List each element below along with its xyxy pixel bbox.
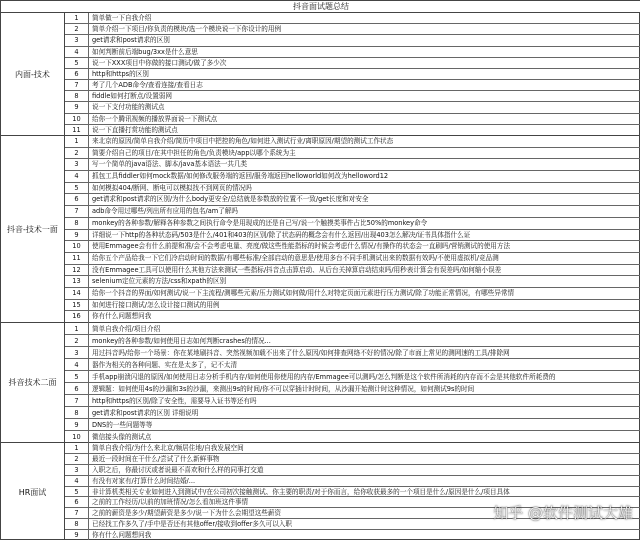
- question-text: 简单做一下自我介绍: [92, 14, 152, 22]
- table-row: [65, 487, 640, 498]
- question-text: 入职之后，你最讨厌或者说最不喜欢和什么样的同事打交道: [92, 465, 264, 474]
- question-text: 没有Emmagee工具可以使用什么其他方法来测试一些指标/抖音点击算启动、从后台关掉算启动结束吗/用秒表计算会有误差吗/如何缩小误差: [92, 265, 502, 274]
- row-number: 6: [65, 194, 89, 205]
- question-text: 之前的薪资是多少/期望薪资是多少/说一下为什么会期望这些薪资: [92, 509, 282, 518]
- table-row: [65, 171, 640, 183]
- table-row: [65, 407, 640, 419]
- row-number: 7: [65, 206, 89, 217]
- table-row: [65, 206, 640, 218]
- row-number: 16: [65, 311, 89, 323]
- question-text: DNS的一些问题等等: [92, 421, 153, 429]
- table-row: [65, 383, 640, 395]
- row-number: 11: [65, 125, 89, 136]
- row-number: 8: [65, 519, 89, 529]
- question-text: 你有什么问题想问我: [92, 531, 152, 539]
- section-label: 抖音技术二面: [1, 323, 65, 442]
- row-number: 5: [65, 183, 89, 194]
- table-row: [65, 80, 640, 91]
- table-row: [65, 230, 640, 242]
- question-text: 简单自我介绍/项目介绍: [92, 325, 161, 333]
- table-row: [65, 102, 640, 113]
- row-number: 1: [65, 323, 89, 334]
- question-text: 有没有对家有/打算什么时间结婚/...: [92, 476, 196, 485]
- row-number: 3: [65, 35, 89, 45]
- row-number: 10: [65, 114, 89, 124]
- table-row: [65, 530, 640, 540]
- row-number: 9: [65, 419, 89, 430]
- question-text: fiddle如何打断点/设置弱网: [92, 92, 172, 101]
- section-label: 内面-技术: [1, 13, 65, 135]
- question-list: [65, 136, 640, 322]
- question-text: 最近一段时间在干什么/尝试了什么新鲜事物: [92, 454, 220, 463]
- question-text: 你有什么问题想问我: [92, 312, 152, 321]
- row-number: 4: [65, 47, 89, 57]
- table-row: [65, 35, 640, 46]
- row-number: 9: [65, 530, 89, 540]
- row-number: 7: [65, 80, 89, 90]
- row-number: 4: [65, 476, 89, 486]
- row-number: 1: [65, 136, 89, 147]
- question-text: 简单介绍一下项目/你负责的模块/选一个模块说一下你设计的用例: [92, 25, 282, 34]
- table-row: [65, 183, 640, 195]
- question-text: 给你一个抖音的界面/如何测试/说一下主流程/测哪些元素/压力测试如何做/用什么对特定页面元素进行压力测试/除了功能正常情况，有哪些异常情: [92, 288, 515, 297]
- table-row: [65, 359, 640, 371]
- question-text: 已经找工作多久了/手中是否还有其他offer/接收到offer多久可以入职: [92, 520, 292, 529]
- row-number: 3: [65, 465, 89, 475]
- table-row: [65, 476, 640, 487]
- question-text: 使用Emmagee会有什么前提和准/会不会考虑电量、亮度/做这些性能指标的时候会考虑什么情况/有操作的状态会一直刷吗/营销测试的使用方法: [92, 242, 511, 251]
- table-row: [65, 13, 640, 24]
- table-row: [65, 136, 640, 148]
- table-row: [65, 395, 640, 407]
- row-number: 3: [65, 347, 89, 358]
- question-text: 说一下支付功能的测试点: [92, 103, 165, 112]
- row-number: 15: [65, 300, 89, 311]
- question-text: 说一下直播打赏功能的测试点: [92, 125, 178, 134]
- question-text: 简要介绍自己的项目/在其中担任的角色/负责模块/app以哪个系统为主: [92, 148, 296, 157]
- row-number: 8: [65, 91, 89, 101]
- table-row: [65, 276, 640, 288]
- row-number: 9: [65, 230, 89, 241]
- table-row: [65, 288, 640, 300]
- question-text: 微信接头像的测试点: [92, 433, 152, 441]
- row-number: 1: [65, 443, 89, 453]
- question-text: 给你五个产品给我一下它们冷启动时间的数据/有哪些标准/全部启动的意思是/使用多台不同手机测试出来的数据有效吗/不使用虚拟机/竞品测: [92, 253, 499, 262]
- question-text: 手机app崩溃闪退的原因/如何使用日志分析手机内存/如何使用你使用的内存/Emmagee可以测吗/怎么判断是这个软件所消耗的内存而不会是其他软件所耗费的: [92, 373, 556, 381]
- row-number: 10: [65, 241, 89, 252]
- table-row: [65, 91, 640, 102]
- question-text: get请求和post请求的区别 详细说明: [92, 409, 199, 417]
- row-number: 8: [65, 218, 89, 229]
- question-text: get请求和post请求的区别/为什么body更安全/总结就是参数放的位置不一致/get长度和对安全: [92, 195, 369, 204]
- section-internal-tech: [1, 13, 640, 136]
- question-text: 逻辑题：如何使用4s的沙漏和3s的沙漏，来测出9s的时间/你不可以穿插计时时间，从沙漏开始测计时这种情况，如何测试9s的时间: [92, 385, 475, 393]
- question-text: 写一个简单的java语法、脚本/java基本语法一共几类: [92, 160, 248, 169]
- table-row: [65, 347, 640, 359]
- row-number: 14: [65, 288, 89, 299]
- watermark: 知乎 @软件测试大雄: [493, 504, 633, 522]
- section-label: 抖音-技术一面: [1, 136, 65, 322]
- row-number: 8: [65, 407, 89, 418]
- row-number: 7: [65, 395, 89, 406]
- row-number: 2: [65, 454, 89, 464]
- row-number: 11: [65, 253, 89, 264]
- row-number: 10: [65, 431, 89, 443]
- row-number: 7: [65, 508, 89, 518]
- table-row: [65, 69, 640, 80]
- table-row: [65, 443, 640, 454]
- question-text: http和https的区别/除了安全性，需要导入证书等还有吗: [92, 397, 257, 405]
- question-text: monkey的各种参数/解释各种参数之间执行命令是用现成的还是自己写/说一个触摸类事件占比50%的monkey命令: [92, 218, 428, 227]
- question-text: monkey的各种参数/如何使用日志如何判断crashes的情况...: [92, 337, 271, 345]
- row-number: 12: [65, 265, 89, 276]
- table-row: [65, 24, 640, 35]
- row-number: 4: [65, 359, 89, 370]
- table-row: [65, 265, 640, 277]
- question-text: 用过抖音吗/给你一个场景：你在某地刷抖音、突然视频加载不出来了什么原因/如何排查网络不好的情况/除了市面上常见的测网速的工具/排除网: [92, 349, 510, 357]
- section-label: HR面试: [1, 443, 65, 540]
- table-row: [65, 311, 640, 323]
- question-list: [65, 323, 640, 442]
- table-row: [65, 218, 640, 230]
- table-row: [65, 465, 640, 476]
- table-row: [65, 323, 640, 335]
- question-list: [65, 13, 640, 135]
- row-number: 6: [65, 497, 89, 507]
- table-row: [65, 300, 640, 312]
- question-text: 如何判断前后端bug/3xx是什么意思: [92, 47, 198, 56]
- table-row: [65, 148, 640, 160]
- table-row: [65, 335, 640, 347]
- question-text: 说一下XXX项目中你做的接口测试/做了多少次: [92, 58, 227, 67]
- row-number: 6: [65, 69, 89, 79]
- section-tech-round-two: [1, 323, 640, 443]
- question-text: adb命令用过哪些/列出所有应用的包名/am了解吗: [92, 207, 239, 216]
- question-text: 之前的工作经历/以前的加班情况/怎么看加班这件事情: [92, 498, 249, 507]
- row-number: 5: [65, 58, 89, 68]
- table-row: [65, 194, 640, 206]
- question-text: 详细说一下http的各种状态码/503是什么/401和403的区别/除了状态码的概念会有什么返回/出现403怎么解决/证书具体指什么证: [92, 230, 471, 239]
- question-list: [65, 443, 640, 540]
- question-text: get请求和post请求的区别: [92, 36, 170, 45]
- row-number: 2: [65, 148, 89, 159]
- table-row: [65, 253, 640, 265]
- question-text: 来北京的原因/简单自我介绍/简历中项目中把控的角色/如何进入测试行业/离职原因/期望的测试工作状态: [92, 137, 394, 145]
- row-number: 5: [65, 371, 89, 382]
- table-row: [65, 241, 640, 253]
- question-text: 如何模拟404/断网、断电可以模拟找不到网页的情况吗: [92, 183, 252, 192]
- table-row: [65, 125, 640, 136]
- table-row: [65, 419, 640, 431]
- row-number: 2: [65, 24, 89, 34]
- question-text: 非计算机类相关专业如何进入到测试中/在公司初次接触测试、你主要的职责/对于你而言，给你收获最多的一个项目是什么/原因是什么/项目具体: [92, 487, 510, 496]
- question-text: selenium定位元素的方法/css和xpath的区别: [92, 277, 227, 286]
- row-number: 9: [65, 102, 89, 112]
- question-text: 抓包工具fiddler如何mock数据/如何修改服务端的返回/服务端返回helloworld如何改为helloword12: [92, 172, 389, 181]
- row-number: 6: [65, 383, 89, 394]
- row-number: 4: [65, 171, 89, 182]
- row-number: 1: [65, 13, 89, 23]
- question-text: http和https的区别: [92, 69, 149, 78]
- section-hr-interview: [1, 443, 640, 540]
- question-text: 考了几个ADB命令/查看连接/查看日志: [92, 81, 203, 90]
- table-row: [65, 454, 640, 465]
- table-row: [65, 371, 640, 383]
- sheet-title: 抖音面试题总结: [1, 1, 640, 13]
- table-row: [65, 58, 640, 69]
- section-tech-round-one: [1, 136, 640, 323]
- table-row: [65, 431, 640, 443]
- table-row: [65, 114, 640, 125]
- row-number: 2: [65, 335, 89, 346]
- question-text: 器作为相关的各种问题、实在是太多了，记不太清: [92, 361, 238, 369]
- table-row: [65, 159, 640, 171]
- row-number: 3: [65, 159, 89, 170]
- row-number: 13: [65, 276, 89, 287]
- row-number: 5: [65, 487, 89, 497]
- question-text: 给你一个腾讯视频的播放界面说一下测试点: [92, 114, 218, 123]
- question-text: 如何进行接口测试/怎么设计接口测试的用例: [92, 300, 220, 309]
- table-row: [65, 47, 640, 58]
- question-text: 简单自我介绍/为什么来北京/频居住地/自我发展空间: [92, 444, 244, 452]
